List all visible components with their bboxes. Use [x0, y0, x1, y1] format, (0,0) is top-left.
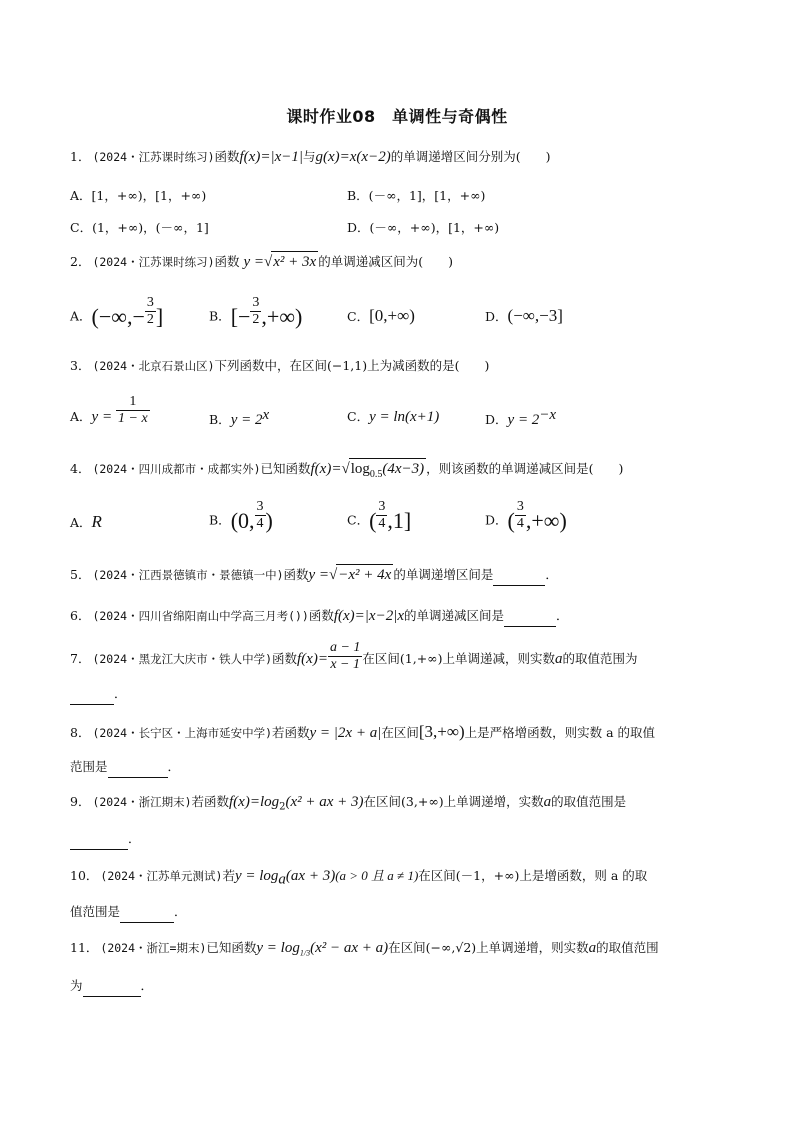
period: ．	[545, 567, 558, 582]
question-source: (2024・浙江=期末)	[100, 941, 207, 955]
question-7-line-2	[70, 684, 730, 705]
question-2: 2． (2024・江苏课时练习)函数 y =√x² + 3x 的单调递减区间为( )	[70, 251, 730, 272]
denominator: 2	[252, 311, 260, 327]
option-a[interactable]	[70, 512, 102, 532]
question-9	[70, 792, 730, 818]
math-expression: y =	[91, 409, 113, 425]
question-text: 的单调递增区间分别为( )	[390, 149, 551, 164]
question-text: 的取值范围	[596, 940, 659, 955]
question-3	[70, 356, 730, 376]
option-a[interactable]	[70, 394, 150, 427]
math-expression: y = ln(x+1)	[369, 409, 440, 425]
question-number: 1．	[70, 149, 91, 164]
period: ．	[128, 831, 141, 846]
question-source: (2024・黑龙江大庆市・铁人中学)	[92, 652, 272, 666]
question-text: 下列函数中，在区间(−1,1)上为减函数的是( )	[214, 358, 490, 373]
radicand: −x² + 4x	[336, 564, 393, 585]
question-text: 函数	[308, 608, 334, 623]
math-expression: (	[507, 508, 515, 533]
question-source: (2024・江苏单元测试)	[100, 869, 223, 883]
option-d[interactable]	[485, 407, 556, 429]
question-number: 6．	[70, 608, 91, 623]
answer-blank[interactable]	[83, 976, 141, 997]
question-text: 函数	[214, 149, 240, 164]
question-text: 函数	[214, 254, 240, 269]
math-expression: y =	[243, 254, 265, 270]
math-expression: y = log	[234, 868, 279, 884]
denominator: x − 1	[330, 657, 361, 672]
question-11	[70, 938, 730, 964]
math-expression: f(x)=	[310, 461, 342, 477]
option-b[interactable]	[209, 407, 269, 429]
math-expression: ,+∞)	[525, 508, 567, 533]
answer-blank[interactable]	[108, 757, 168, 778]
question-text: 为	[70, 978, 83, 993]
fraction	[255, 499, 266, 532]
log-symbol: log	[350, 461, 370, 477]
question-number: 3．	[70, 358, 91, 373]
option-b[interactable]	[209, 498, 273, 534]
question-text: 在区间(1,+∞)上单调递减，则实数	[362, 651, 555, 666]
log-base: a	[278, 871, 286, 888]
question-number: 4．	[70, 461, 91, 476]
fraction	[515, 499, 526, 532]
question-number: 8．	[70, 725, 91, 740]
question-number: 5．	[70, 567, 91, 582]
math-expression: ,1]	[387, 508, 412, 533]
question-source: (2024・四川成都市・成都实外)	[92, 462, 261, 476]
question-text: 与	[302, 149, 316, 164]
option-c[interactable]: C．(1，+∞)，(－∞，1]	[70, 220, 209, 235]
option-b[interactable]: B．(－∞，1]，[1，+∞)	[347, 188, 486, 203]
math-expression: (	[369, 508, 377, 533]
option-d[interactable]	[485, 306, 563, 326]
function-f: f(x)=|x−1|	[239, 149, 303, 165]
question-text: 的单调递减区间是	[403, 608, 504, 623]
period: ．	[167, 759, 181, 774]
function-g: g(x)=x(x−2)	[315, 149, 391, 165]
math-expression: [0,+∞)	[369, 306, 415, 325]
question-number: 11．	[70, 940, 99, 955]
denominator: 2	[146, 311, 154, 327]
question-1	[70, 147, 730, 167]
question-text: 的取值范围是	[551, 794, 627, 809]
option-c[interactable]	[347, 498, 412, 534]
question-10	[70, 866, 730, 890]
question-11-line-2	[70, 976, 730, 997]
question-source: (2024・四川省绵阳南山中学高三月考())	[92, 609, 309, 623]
period: ．	[556, 608, 569, 623]
question-source: (2024・浙江期末)	[92, 795, 192, 809]
answer-blank[interactable]	[70, 684, 114, 705]
question-text: 若函数	[272, 725, 310, 740]
question-text: 函数	[283, 567, 309, 582]
option-label: B．	[209, 412, 231, 428]
question-source: (2024・江苏课时练习)	[92, 255, 215, 269]
question-source: (2024・北京石景山区)	[92, 359, 215, 373]
log-argument: (ax + 3)	[285, 868, 336, 884]
math-expression: y =	[308, 567, 330, 583]
math-expression: (−∞,−3]	[507, 306, 563, 325]
math-expression: f(x)=	[297, 651, 328, 667]
exponent: −x	[539, 407, 557, 423]
log-base: 2	[279, 801, 286, 813]
condition: (a > 0 且 a ≠ 1)	[335, 868, 419, 883]
interval: [3,+∞)	[418, 722, 465, 741]
answer-blank[interactable]	[504, 606, 556, 627]
option-d[interactable]: D．(－∞，+∞)，[1，+∞)	[347, 220, 500, 235]
option-label: A．	[70, 515, 92, 530]
question-number: 7．	[70, 651, 91, 666]
question-4: 4． (2024・四川成都市・成都实外)已知函数$f(x)=√\log_{0.5}(4x-3)$ ，则该函数的单调递减区间是( )	[70, 458, 730, 485]
question-9-line-2	[70, 829, 730, 850]
fraction	[145, 295, 156, 328]
option-b[interactable]	[209, 294, 303, 330]
question-source: (2024・江西景德镇市・景德镇一中)	[92, 568, 284, 582]
numerator: 3	[146, 294, 154, 310]
option-label: D．	[485, 512, 508, 528]
option-a[interactable]	[70, 294, 164, 330]
option-label: B．	[209, 512, 231, 528]
numerator: 3	[516, 498, 524, 514]
math-expression: ]	[155, 304, 164, 329]
question-text: 的单调递增区间是	[393, 567, 494, 582]
option-label: A．	[70, 409, 92, 424]
math-expression: (−∞,−	[91, 304, 145, 329]
math-expression: [−	[230, 304, 251, 329]
numerator: 3	[256, 498, 264, 514]
numerator: 3	[378, 498, 386, 514]
question-text: 的取值范围为	[562, 651, 638, 666]
denominator: 1 − x	[118, 411, 148, 426]
option-a[interactable]: A．[1，+∞)，[1，+∞)	[70, 188, 207, 203]
log-argument: (x² − ax + a)	[310, 940, 389, 956]
question-text: 若函数	[191, 794, 230, 809]
question-number: 10．	[70, 868, 99, 883]
question-text: 已知函数	[206, 940, 257, 955]
period: ．	[174, 904, 187, 919]
answer-blank[interactable]	[70, 829, 128, 850]
radicand	[349, 458, 426, 485]
math-expression: ,+∞)	[261, 304, 303, 329]
math-expression: (0,	[230, 508, 255, 533]
denominator: 4	[516, 515, 524, 531]
question-source: (2024・江苏课时练习)	[92, 150, 215, 164]
math-expression: y = |2x + a|	[309, 725, 382, 741]
fraction	[250, 295, 261, 328]
math-expression: )	[265, 508, 273, 533]
question-8	[70, 722, 730, 743]
question-number: 2．	[70, 254, 91, 269]
fraction	[328, 640, 362, 673]
radicand: x² + 3x	[271, 251, 318, 272]
numerator: a − 1	[329, 640, 361, 655]
period: ．	[140, 978, 154, 993]
question-text: 在区间(−∞,√2)上单调递增，则实数	[388, 940, 589, 955]
question-text: 的单调递减区间为( )	[318, 254, 453, 269]
option-d[interactable]	[485, 498, 567, 534]
math-expression: f(x)=log	[229, 794, 280, 810]
question-text: 在区间(－1，+∞)上是增函数，则 a 的取	[418, 868, 648, 883]
question-text: 在区间(3,+∞)上单调递增，实数	[363, 794, 544, 809]
question-text: 已知函数	[260, 461, 311, 476]
option-label: D．	[485, 309, 508, 324]
fraction	[116, 394, 150, 427]
answer-blank[interactable]	[493, 565, 545, 586]
numerator: 3	[252, 294, 260, 310]
page-title: 课时作业08 单调性与奇偶性	[286, 107, 508, 126]
question-text: 若	[222, 868, 235, 883]
math-expression: R	[91, 512, 102, 531]
variable: a	[588, 940, 597, 956]
question-6	[70, 606, 730, 627]
period: ．	[114, 686, 127, 701]
log-base: 1/3	[299, 948, 311, 958]
log-argument: (x² + ax + 3)	[285, 794, 364, 810]
question-source: (2024・长宁区・上海市延安中学)	[92, 726, 272, 740]
question-text: 函数	[272, 651, 298, 666]
question-10-line-2	[70, 902, 730, 923]
denominator: 4	[378, 515, 386, 531]
variable: a	[543, 794, 552, 810]
question-text: ，则该函数的单调递减区间是( )	[426, 461, 624, 476]
math-expression: y = 2	[230, 412, 263, 429]
question-number: 9．	[70, 794, 91, 809]
option-label: B．	[209, 308, 231, 324]
log-argument: (4x−3)	[382, 461, 425, 477]
exponent: x	[262, 407, 270, 423]
option-label: D．	[485, 412, 508, 428]
option-label: A．	[70, 308, 92, 324]
question-8-line-2	[70, 757, 730, 778]
question-7	[70, 640, 730, 682]
math-expression: y = 2	[507, 412, 540, 429]
question-5: 5． (2024・江西景德镇市・景德镇一中)函数y =√−x² + 4x 的单调递增区间是 ．	[70, 564, 730, 586]
fraction	[376, 499, 387, 532]
question-text: 上是严格增函数，则实数 a 的取值	[464, 725, 656, 740]
math-expression: f(x)=|x−2|x	[333, 608, 404, 624]
option-label: C．	[347, 409, 370, 424]
math-expression: y = log	[256, 940, 300, 956]
option-c[interactable]	[347, 306, 415, 326]
question-text: 在区间	[381, 725, 419, 740]
answer-blank[interactable]	[120, 902, 174, 923]
log-base: 0.5	[369, 469, 383, 480]
question-text: 值范围是	[70, 904, 121, 919]
option-label: C．	[347, 309, 370, 324]
question-text: 范围是	[70, 759, 108, 774]
denominator: 4	[256, 515, 264, 531]
option-c[interactable]	[347, 407, 439, 426]
variable: a	[554, 651, 563, 667]
option-label: C．	[347, 512, 370, 528]
numerator: 1	[116, 394, 150, 411]
